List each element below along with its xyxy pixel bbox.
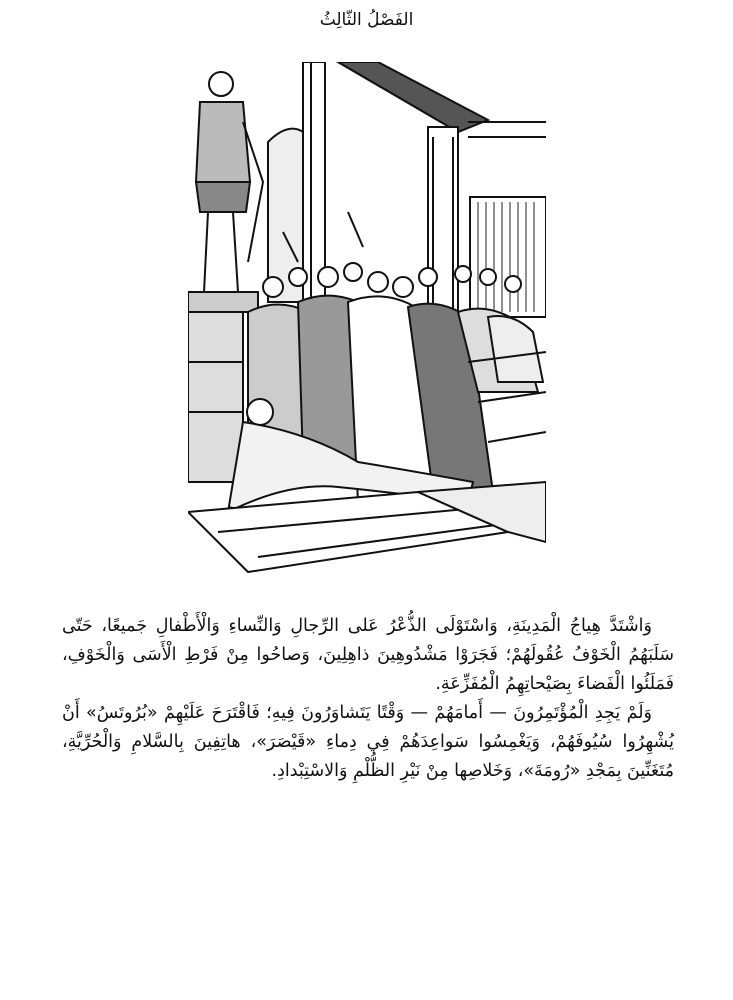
chapter-title: الفَصْلُ الثّالِثُ: [319, 10, 414, 30]
paragraph-2: وَلَمْ يَجِدِ الْمُؤْتَمِرُونَ — أَمامَهُمْ — وَقْتًا يَتَشاوَرُونَ فِيهِ؛ فَاقْتَرَحَ عَلَيْهِمْ «بُرُوتَسُ» أَنْ يُشْهِرُوا سُيُوفَهُمْ، وَيَغْمِسُوا سَواعِدَهُمْ فِي دِماءِ «قَيْصَرَ»، هاتِفِينَ بِالسَّلامِ وَالْحُرِّيَّةِ، مُتَغَنِّينَ بِمَجْدِ «رُومَةَ»، وَخَلاصِها مِنْ نَيْرِ الظُّلْمِ وَالاسْتِبْدادِ.: [62, 703, 674, 781]
body-text: [62, 612, 674, 786]
paragraph-1: وَاشْتَدَّ هِياجُ الْمَدِينَةِ، وَاسْتَوْلَى الذُّعْرُ عَلى الرِّجالِ وَالنِّساءِ وَالْأَطْفالِ جَميعًا، حَتّى سَلَبَهُمُ الْخَوْفُ عُقُولَهُمْ؛ فَجَرَوْا مَشْدُوهِينَ ذاهِلِينَ، وَصاحُوا مِنْ فَرْطِ الْأَسَى وَالْخَوْفِ، فَمَلَئُوا الْفَضاءَ بِصَيْحاتِهِمُ الْمُفَزِّعَةِ.: [62, 616, 674, 694]
roman-senate-assassination-illustration: [188, 62, 546, 577]
